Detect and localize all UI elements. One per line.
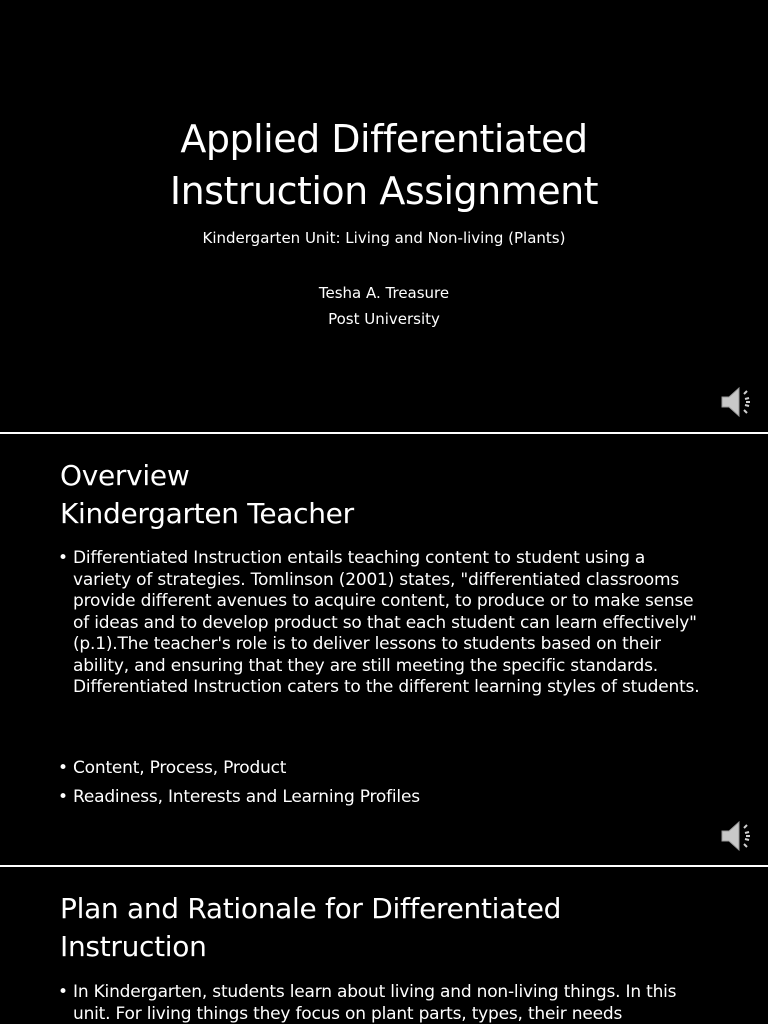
title-line-2: Instruction Assignment: [169, 169, 599, 213]
speaker-icon[interactable]: [718, 382, 758, 422]
bullet-paragraph: • In Kindergarten, students learn about living and non-living things. In this unit. For living things they focus on plant parts, types, their needs: [58, 982, 708, 1024]
presentation-subtitle: Kindergarten Unit: Living and Non-living (Plants): [202, 229, 566, 247]
title-line-1: Applied Differentiated: [180, 117, 588, 161]
bullet-item: • Readiness, Interests and Learning Profiles: [58, 787, 708, 809]
plan-rationale-slide: [0, 867, 768, 1024]
bullet-list: [58, 982, 708, 1024]
speaker-icon[interactable]: [718, 816, 758, 856]
bullet-paragraph: • Differentiated Instruction entails teaching content to student using a variety of strategies. Tomlinson (2001) states, "differentiated classrooms provide different avenues to acquire content, to produce or to make sense of ideas and to develop product so that each student can learn effectively" (p.1).The teacher's role is to deliver lessons to students based on their ability, and ensuring that they are still meeting the specific standards. Differentiated Instruction caters to the different learning styles of students.: [58, 548, 708, 699]
presentation-title: [0, 113, 768, 217]
bullet-list: [58, 548, 708, 699]
heading-line-2: Kindergarten Teacher: [60, 497, 354, 530]
title-slide: [0, 0, 768, 432]
heading-line-1: Plan and Rationale for Differentiated: [60, 892, 562, 925]
overview-slide: [0, 434, 768, 865]
institution-name: Post University: [328, 310, 440, 328]
slide-heading: [60, 457, 728, 533]
slide-heading: [60, 890, 728, 966]
author-name: Tesha A. Treasure: [318, 284, 450, 302]
heading-line-2: Instruction: [60, 930, 207, 963]
bullet-list-secondary: [58, 758, 708, 816]
heading-line-1: Overview: [60, 459, 190, 492]
author-block: [0, 280, 768, 332]
bullet-item: • Content, Process, Product: [58, 758, 708, 780]
